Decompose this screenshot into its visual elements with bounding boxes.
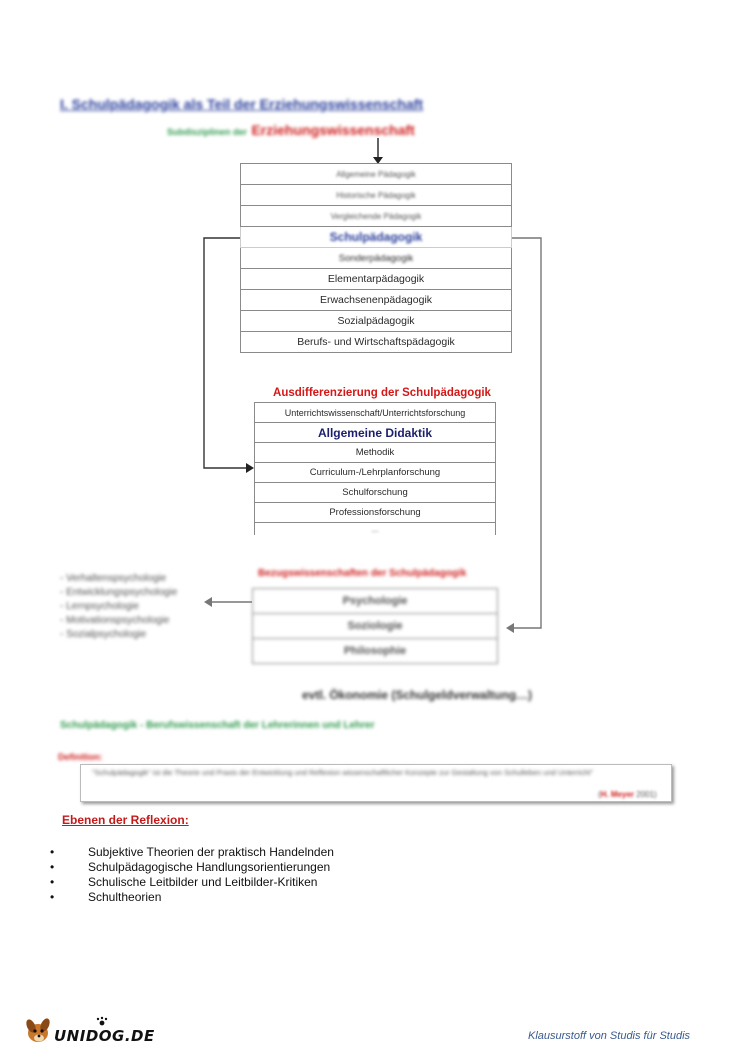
footer-slogan: Klausurstoff von Studis für Studis	[528, 1030, 691, 1042]
subdiscipline-cell: Berufs- und Wirtschaftspädagogik	[241, 332, 512, 353]
subdiscipline-cell: Sozialpädagogik	[241, 311, 512, 332]
definition-source: (H. Meyer 2001)	[598, 790, 657, 799]
subdiscipline-cell: Vergleichende Pädagogik	[241, 206, 512, 227]
ausdiff-cell: Methodik	[255, 443, 496, 463]
bezug-cell: Psychologie	[253, 589, 498, 614]
arrow-head-bezug	[506, 623, 514, 633]
ausdiff-cell: Schulforschung	[255, 483, 496, 503]
bezug-cell: Soziologie	[253, 614, 498, 639]
ausdiff-cell: Unterrichtswissenschaft/Unterrichtsforschung	[255, 403, 496, 423]
brand-name: UNIDOG.DE	[54, 1027, 155, 1045]
subdiscipline-cell: Elementarpädagogik	[241, 269, 512, 290]
ausdiff-cell: Professionsforschung	[255, 503, 496, 523]
definition-label: Definition:	[58, 752, 103, 762]
subtitle	[167, 122, 415, 140]
subtitle-main: Erziehungswissenschaft	[251, 122, 415, 138]
subdiscipline-cell: Erwachsenenpädagogik	[241, 290, 512, 311]
connector-right	[512, 238, 541, 628]
subdiscipline-cell: Allgemeine Pädagogik	[241, 164, 512, 185]
ebenen-title: Ebenen der Reflexion:	[62, 813, 189, 827]
subdiscipline-cell: Historische Pädagogik	[241, 185, 512, 206]
definition-text: "Schulpädagogik" ist die Theorie und Praxis der Entwicklung und Reflexion wissenschaftlicher Konzepte zur Gestaltung von Schulleben und Unterricht"	[92, 768, 594, 777]
page-title: I. Schulpädagogik als Teil der Erziehungswissenschaft	[60, 96, 424, 112]
berufswissenschaft-line: Schulpädagogik - Berufswissenschaft der Lehrerinnen und Lehrer	[60, 720, 375, 731]
list-item: - Motivationspsychologie	[60, 615, 170, 626]
bezug-cell: Philosophie	[253, 639, 498, 664]
arrow-head-psy	[204, 597, 212, 607]
subdiscipline-cell: Sonderpädagogik	[241, 248, 512, 269]
ausdiff-cell-didaktik: Allgemeine Didaktik	[255, 423, 496, 443]
ausdiff-cell: Curriculum-/Lehrplanforschung	[255, 463, 496, 483]
list-item: - Verhaltenspsychologie	[60, 573, 167, 584]
ausdifferenzierung-title: Ausdifferenzierung der Schulpädagogik	[273, 387, 491, 399]
subdisciplines-table	[240, 163, 512, 353]
list-item: - Sozialpsychologie	[60, 629, 147, 640]
schulpaedagogik-cell: Schulpädagogik	[241, 227, 512, 248]
subtitle-prefix: Subdisziplinen der	[167, 127, 248, 137]
ausdifferenzierung-table	[254, 402, 496, 535]
bezugswissenschaften-table	[252, 588, 498, 664]
list-item: - Entwicklungspsychologie	[60, 587, 178, 598]
ausdiff-cell: ...	[255, 523, 496, 536]
evtl-note: evtl. Ökonomie (Schulgeldverwaltung…)	[302, 688, 533, 702]
psychology-list	[60, 573, 177, 643]
list-item: - Lernpsychologie	[60, 601, 139, 612]
arrow-head-didaktik	[246, 463, 254, 473]
bezugswissenschaften-title: Bezugswissenschaften der Schulpädagogik	[258, 568, 467, 579]
